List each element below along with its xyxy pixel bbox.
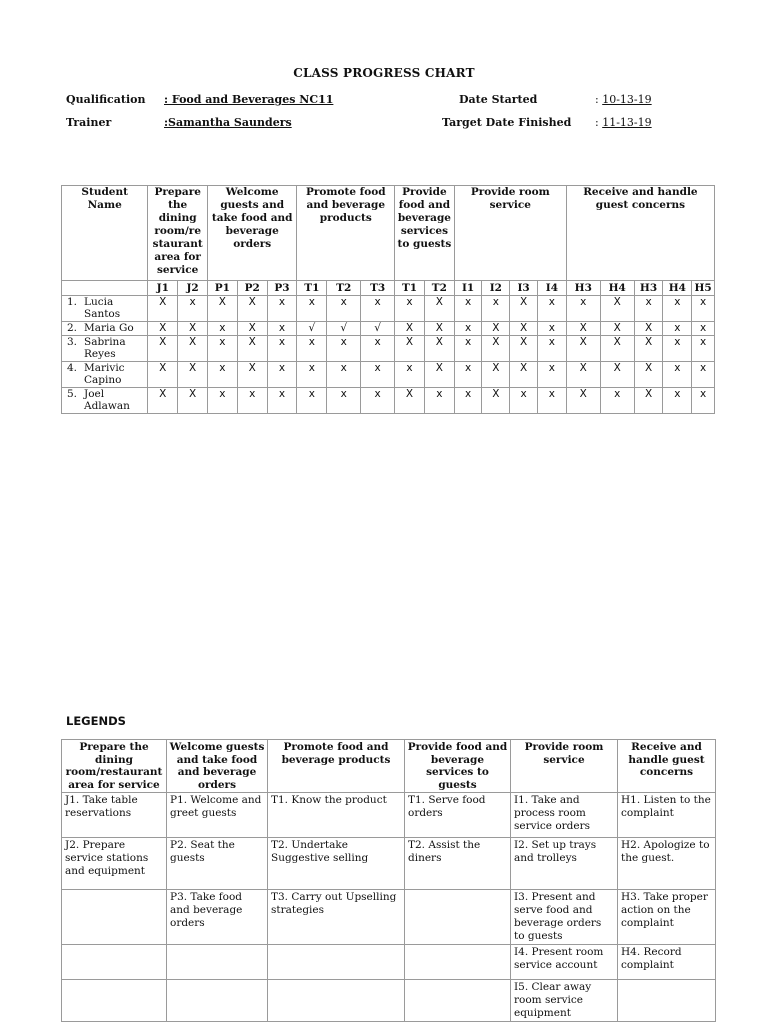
student-name-cell	[62, 322, 148, 336]
progress-mark: x	[566, 296, 600, 322]
student-name: Joel Adlawan	[84, 388, 130, 412]
legend-cell	[618, 980, 716, 1022]
progress-mark: X	[566, 336, 600, 362]
legend-cell: I5. Clear away room service equipment	[511, 980, 618, 1022]
trainer-field	[164, 116, 292, 129]
progress-mark: X	[600, 362, 634, 388]
progress-mark: X	[395, 322, 425, 336]
progress-mark: x	[454, 296, 482, 322]
code-header-cell: I3	[510, 281, 538, 296]
progress-mark: X	[178, 336, 208, 362]
progress-mark: X	[237, 322, 267, 336]
legend-header-cell: Provide room service	[511, 740, 618, 793]
student-row	[62, 362, 715, 388]
legend-cell	[268, 945, 405, 980]
progress-mark: x	[361, 296, 395, 322]
progress-mark: X	[566, 388, 600, 414]
code-header-cell: P2	[237, 281, 267, 296]
trainer-value: :Samantha Saunders	[164, 116, 292, 129]
group-header-prepare: Prepare the dining room/re staurant area for service	[148, 186, 208, 281]
progress-mark: x	[267, 388, 297, 414]
progress-mark: X	[395, 336, 425, 362]
progress-mark: x	[327, 388, 361, 414]
legend-cell: H2. Apologize to the guest.	[618, 838, 716, 890]
progress-mark: x	[537, 362, 566, 388]
legend-cell	[405, 890, 511, 945]
student-name: Maria Go	[84, 322, 134, 334]
progress-mark: x	[237, 388, 267, 414]
progress-mark: x	[537, 296, 566, 322]
progress-mark: X	[634, 336, 663, 362]
progress-mark: x	[327, 362, 361, 388]
progress-mark: x	[537, 388, 566, 414]
progress-mark: X	[634, 388, 663, 414]
legend-cell: T2. Assist the diners	[405, 838, 511, 890]
legend-cell: T1. Serve food orders	[405, 793, 511, 838]
progress-mark: x	[424, 388, 454, 414]
legend-cell	[62, 980, 167, 1022]
progress-mark: X	[600, 296, 634, 322]
date-started-field: : 10-13-19	[595, 93, 652, 106]
student-name: Marivic Capino	[84, 362, 125, 386]
code-header-cell: J1	[148, 281, 178, 296]
progress-mark: X	[510, 362, 538, 388]
student-name-cell	[62, 362, 148, 388]
legend-header-cell: Receive and handle guest concerns	[618, 740, 716, 793]
code-header-cell: T1	[395, 281, 425, 296]
code-header-cell: T3	[361, 281, 395, 296]
progress-mark: X	[482, 336, 510, 362]
group-header-room-service: Provide room service	[454, 186, 566, 281]
progress-mark: √	[327, 322, 361, 336]
progress-mark: X	[482, 322, 510, 336]
progress-mark: X	[600, 336, 634, 362]
code-header-cell: H3	[566, 281, 600, 296]
progress-mark: X	[600, 322, 634, 336]
code-header-cell: T2	[424, 281, 454, 296]
progress-mark: X	[510, 296, 538, 322]
qualification-text: : Food and Beverages NC11	[164, 93, 334, 106]
code-header-blank	[62, 281, 148, 296]
code-header-cell: H3	[634, 281, 663, 296]
progress-mark: X	[424, 362, 454, 388]
progress-mark: x	[692, 336, 715, 362]
legend-table	[61, 739, 716, 1022]
code-header-cell: I2	[482, 281, 510, 296]
progress-mark: x	[663, 322, 692, 336]
legend-cell: T3. Carry out Upselling strategies	[268, 890, 405, 945]
progress-mark: X	[148, 336, 178, 362]
legend-cell: I4. Present room service account	[511, 945, 618, 980]
student-row	[62, 336, 715, 362]
student-row	[62, 388, 715, 414]
progress-mark: X	[178, 388, 208, 414]
student-number: 4.	[67, 362, 78, 374]
code-header-cell: P3	[267, 281, 297, 296]
progress-mark: X	[148, 296, 178, 322]
legend-cell: I1. Take and process room service orders	[511, 793, 618, 838]
group-header-provide-food: Provide food and beverage services to guests	[395, 186, 455, 281]
student-row	[62, 296, 715, 322]
group-header-welcome: Welcome guests and take food and beverage orders	[207, 186, 296, 281]
progress-mark: X	[510, 322, 538, 336]
student-number: 5.	[67, 388, 78, 400]
student-number: 2.	[67, 322, 78, 334]
legend-cell: J1. Take table reservations	[62, 793, 167, 838]
code-header-cell: H5	[692, 281, 715, 296]
progress-mark: x	[395, 296, 425, 322]
legend-cell	[405, 980, 511, 1022]
progress-mark: X	[634, 362, 663, 388]
code-header-cell: J2	[178, 281, 208, 296]
progress-mark: x	[361, 362, 395, 388]
qualification-label: Qualification	[66, 93, 146, 106]
progress-mark: x	[297, 296, 327, 322]
progress-mark: x	[297, 362, 327, 388]
legend-header-row	[62, 740, 716, 793]
progress-mark: x	[692, 388, 715, 414]
progress-mark: x	[600, 388, 634, 414]
legend-cell: T2. Undertake Suggestive selling	[268, 838, 405, 890]
progress-mark: X	[634, 322, 663, 336]
legend-header-cell: Welcome guests and take food and beverage orders	[167, 740, 268, 793]
legend-header-cell: Provide food and beverage services to guests	[405, 740, 511, 793]
progress-mark: x	[207, 336, 237, 362]
legend-cell	[268, 980, 405, 1022]
legend-cell: H4. Record complaint	[618, 945, 716, 980]
group-header-row	[62, 186, 715, 281]
date-started-value: 10-13-19	[602, 93, 652, 106]
progress-mark: X	[148, 362, 178, 388]
qualification-value	[164, 93, 333, 106]
progress-mark: x	[634, 296, 663, 322]
code-header-cell: T2	[327, 281, 361, 296]
student-number: 1.	[67, 296, 78, 308]
legend-header-cell: Promote food and beverage products	[268, 740, 405, 793]
legend-cell: H3. Take proper action on the complaint	[618, 890, 716, 945]
progress-mark: x	[178, 296, 208, 322]
progress-mark: X	[178, 362, 208, 388]
student-name-cell	[62, 388, 148, 414]
progress-mark: x	[454, 336, 482, 362]
progress-mark: x	[663, 336, 692, 362]
progress-mark: x	[297, 388, 327, 414]
student-row	[62, 322, 715, 336]
student-number: 3.	[67, 336, 78, 348]
progress-mark: x	[537, 322, 566, 336]
progress-mark: x	[267, 296, 297, 322]
progress-mark: X	[148, 322, 178, 336]
progress-mark: x	[692, 296, 715, 322]
group-header-concerns: Receive and handle guest concerns	[566, 186, 714, 281]
target-date-value: 11-13-19	[602, 116, 652, 129]
legend-cell: I2. Set up trays and trolleys	[511, 838, 618, 890]
trainer-label: Trainer	[66, 116, 112, 129]
legend-cell	[167, 945, 268, 980]
progress-mark: X	[237, 336, 267, 362]
progress-mark: x	[207, 388, 237, 414]
legend-cell: H1. Listen to the complaint	[618, 793, 716, 838]
code-header-cell: I1	[454, 281, 482, 296]
student-name: Lucia Santos	[84, 296, 121, 320]
progress-mark: X	[178, 322, 208, 336]
progress-table	[61, 185, 715, 414]
progress-mark: X	[510, 336, 538, 362]
student-name-cell	[62, 336, 148, 362]
student-name: Sabrina Reyes	[84, 336, 126, 360]
code-header-cell: H4	[600, 281, 634, 296]
progress-mark: x	[663, 388, 692, 414]
progress-mark: x	[663, 296, 692, 322]
progress-mark: x	[537, 336, 566, 362]
progress-mark: x	[267, 362, 297, 388]
progress-mark: X	[148, 388, 178, 414]
code-header-cell: I4	[537, 281, 566, 296]
progress-mark: X	[395, 388, 425, 414]
legend-cell: I3. Present and serve food and beverage orders to guests	[511, 890, 618, 945]
progress-body	[62, 296, 715, 414]
progress-mark: X	[424, 322, 454, 336]
code-header-row	[62, 281, 715, 296]
progress-mark: X	[566, 362, 600, 388]
progress-mark: X	[424, 296, 454, 322]
progress-mark: x	[361, 336, 395, 362]
legend-cell	[62, 945, 167, 980]
progress-mark: √	[361, 322, 395, 336]
progress-mark: x	[395, 362, 425, 388]
progress-mark: x	[692, 322, 715, 336]
progress-mark: x	[482, 296, 510, 322]
legend-cell: P1. Welcome and greet guests	[167, 793, 268, 838]
progress-mark: x	[361, 388, 395, 414]
progress-mark: X	[482, 388, 510, 414]
progress-mark: x	[454, 362, 482, 388]
progress-mark: x	[663, 362, 692, 388]
group-header-promote: Promote food and beverage products	[297, 186, 395, 281]
student-name-header: Student Name	[62, 186, 148, 281]
legend-row	[62, 793, 716, 838]
legend-row	[62, 980, 716, 1022]
date-started-label: Date Started	[459, 93, 538, 106]
legend-cell: T1. Know the product	[268, 793, 405, 838]
page-title: CLASS PROGRESS CHART	[293, 66, 475, 80]
progress-mark: X	[566, 322, 600, 336]
legend-cell: P3. Take food and beverage orders	[167, 890, 268, 945]
legend-cell	[62, 890, 167, 945]
target-date-field: : 11-13-19	[595, 116, 652, 129]
code-header-cell: H4	[663, 281, 692, 296]
progress-mark: x	[207, 362, 237, 388]
progress-mark: X	[207, 296, 237, 322]
progress-mark: x	[510, 388, 538, 414]
legend-cell	[405, 945, 511, 980]
legend-cell: J2. Prepare service stations and equipment	[62, 838, 167, 890]
progress-mark: X	[424, 336, 454, 362]
target-date-label: Target Date Finished	[442, 116, 572, 129]
progress-mark: X	[237, 296, 267, 322]
legends-title: LEGENDS	[66, 714, 126, 728]
progress-mark: x	[327, 336, 361, 362]
progress-mark: X	[237, 362, 267, 388]
legend-header-cell: Prepare the dining room/restaurant area for service	[62, 740, 167, 793]
legend-body	[62, 793, 716, 1022]
code-header-cell: T1	[297, 281, 327, 296]
progress-mark: x	[327, 296, 361, 322]
legend-cell: P2. Seat the guests	[167, 838, 268, 890]
progress-mark: x	[297, 336, 327, 362]
progress-mark: X	[482, 362, 510, 388]
legend-row	[62, 945, 716, 980]
legend-row	[62, 890, 716, 945]
progress-mark: x	[454, 388, 482, 414]
progress-mark: x	[207, 322, 237, 336]
code-header-cell: P1	[207, 281, 237, 296]
student-name-cell	[62, 296, 148, 322]
legend-row	[62, 838, 716, 890]
progress-mark: √	[297, 322, 327, 336]
progress-mark: x	[267, 322, 297, 336]
progress-mark: x	[692, 362, 715, 388]
progress-mark: x	[267, 336, 297, 362]
legend-cell	[167, 980, 268, 1022]
progress-mark: x	[454, 322, 482, 336]
